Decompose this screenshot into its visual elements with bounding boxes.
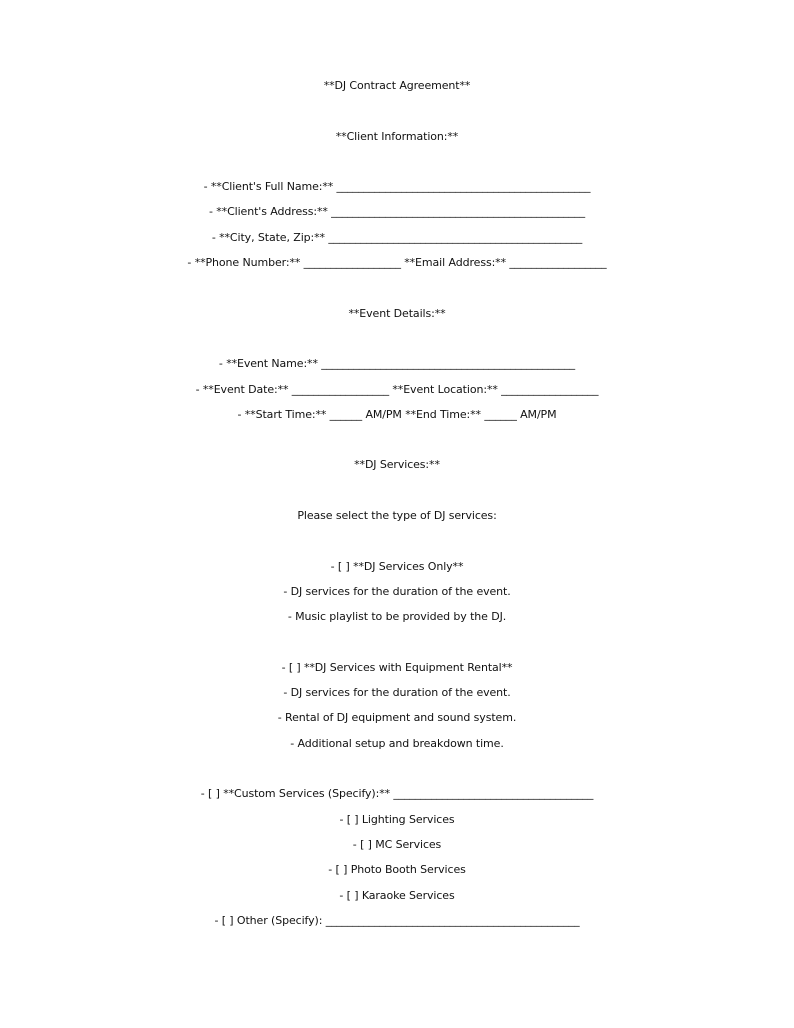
spacer (0, 427, 794, 452)
spacer (0, 756, 794, 781)
client-address-field[interactable]: - **Client's Address:** _______________________________________________ (209, 205, 585, 219)
dj-services-only-checkbox[interactable]: - [ ] **DJ Services Only** (330, 559, 464, 573)
spacer (0, 149, 794, 174)
document-title: **DJ Contract Agreement** (323, 79, 471, 92)
event-details-heading: **Event Details:** (348, 306, 446, 320)
spacer (0, 326, 794, 351)
event-date-location-field[interactable]: - **Event Date:** __________________ **Event Location:** __________________ (195, 382, 599, 396)
karaoke-services-checkbox[interactable]: - [ ] Karaoke Services (339, 888, 455, 902)
list-item: - DJ services for the duration of the event. (283, 686, 511, 700)
custom-services-checkbox[interactable]: - [ ] **Custom Services (Specify):** _____________________________________ (200, 787, 594, 801)
other-services-checkbox[interactable]: - [ ] Other (Specify): _______________________________________________ (214, 913, 580, 927)
spacer (0, 478, 794, 503)
spacer (0, 630, 794, 655)
client-information-heading: **Client Information:** (335, 129, 459, 143)
list-item: - DJ services for the duration of the event. (283, 584, 511, 598)
start-end-time-field[interactable]: - **Start Time:** ______ AM/PM **End Time:** ______ AM/PM (237, 407, 557, 421)
client-full-name-field[interactable]: - **Client's Full Name:** _______________________________________________ (203, 180, 591, 194)
mc-services-checkbox[interactable]: - [ ] MC Services (352, 837, 442, 851)
dj-services-heading: **DJ Services:** (354, 458, 440, 472)
city-state-zip-field[interactable]: - **City, State, Zip:** _______________________________________________ (211, 230, 583, 244)
spacer (0, 528, 794, 553)
dj-services-equipment-rental-checkbox[interactable]: - [ ] **DJ Services with Equipment Rental** (281, 660, 513, 674)
spacer (0, 275, 794, 300)
list-item: - Music playlist to be provided by the DJ. (287, 610, 507, 624)
photo-booth-services-checkbox[interactable]: - [ ] Photo Booth Services (328, 863, 466, 877)
dj-services-prompt: Please select the type of DJ services: (297, 509, 497, 523)
lighting-services-checkbox[interactable]: - [ ] Lighting Services (339, 812, 455, 826)
list-item: - Rental of DJ equipment and sound system. (277, 711, 517, 725)
phone-email-field[interactable]: - **Phone Number:** __________________ **Email Address:** __________________ (187, 256, 607, 270)
event-name-field[interactable]: - **Event Name:** _______________________________________________ (218, 357, 576, 371)
spacer (0, 98, 794, 123)
contract-document (0, 73, 794, 933)
list-item: - Additional setup and breakdown time. (290, 736, 504, 750)
